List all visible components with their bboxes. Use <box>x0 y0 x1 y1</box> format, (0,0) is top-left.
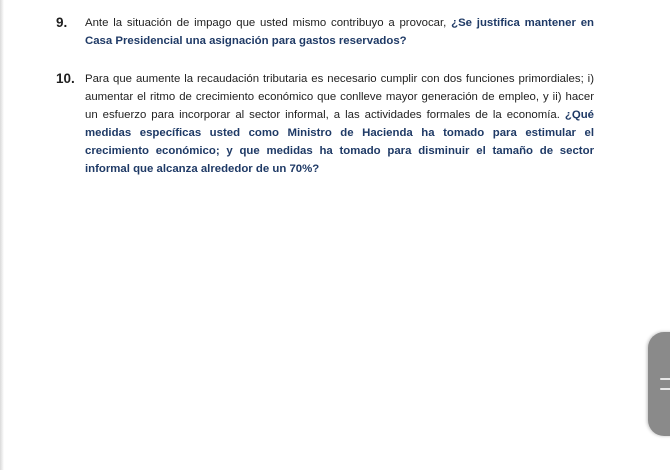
item-body-10 <box>64 70 594 178</box>
item-text-10: Para que aumente la recaudación tributaria es necesario cumplir con dos funciones primordiales; i) aumentar el ritmo de crecimiento económico que conlleve mayor generación de empleo, y ii) hacer un esfuerzo para incorporar al sector informal, a las actividades formales de la economía. <box>85 73 594 121</box>
question-item-10 <box>56 70 594 178</box>
question-item-9 <box>56 14 594 50</box>
item-number-10: 10. <box>56 71 75 86</box>
item-number-9: 9. <box>56 15 68 30</box>
drag-handle-icon <box>660 388 670 390</box>
item-question-10: ¿Qué medidas específicas usted como Ministro de Hacienda ha tomado para estimular el crecimiento económico; y que medidas ha tomado para disminuir el tamaño de sector informal que alcanza alrededor de un 70%? <box>85 109 594 175</box>
item-question-9: ¿Se justifica mantener en Casa Presidencial una asignación para gastos reservados? <box>85 17 594 47</box>
item-body-9 <box>64 14 594 50</box>
drag-handle-icon <box>660 378 670 380</box>
scroll-handle[interactable] <box>648 332 670 436</box>
page-edge <box>0 0 4 470</box>
item-text-9: Ante la situación de impago que usted mismo contribuyo a provocar, <box>85 17 452 29</box>
